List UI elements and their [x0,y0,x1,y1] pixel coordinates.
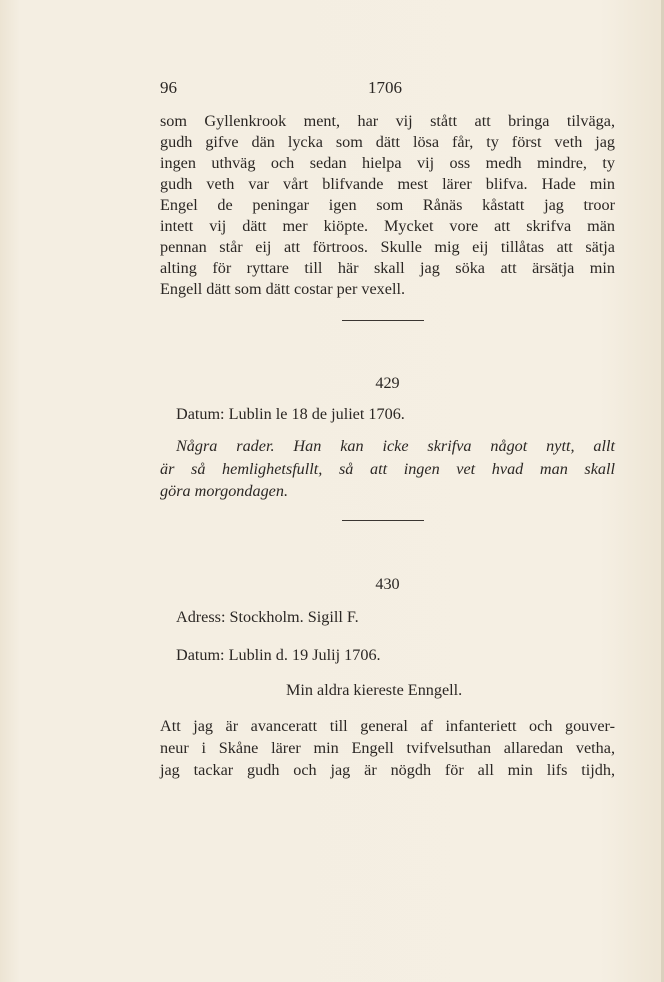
letter-number: 429 [375,374,400,392]
salutation: Min aldra kiereste Enngell. [286,681,463,699]
text-line: Engel de peningar igen som Rånäs kåstatt jag troor [160,196,615,214]
letter-datum: Datum: Lublin d. 19 Julij 1706. [176,646,381,664]
summary-line: är så hemlighetsfullt, så att ingen vet hvad man skall [160,460,615,478]
text-line: pennan står eij att förtroos. Skulle mig eij tillåtas att sätja [160,238,615,256]
text-line: ingen uthväg och sedan hielpa vij oss medh mindre, ty [160,154,615,172]
text-line: jag tackar gudh och jag är nögdh för all min lifs tijdh, [160,761,615,779]
letter-datum: Datum: Lublin le 18 de juliet 1706. [176,405,405,423]
text-line: Att jag är avanceratt till general af infanteriett och gouver- [160,717,615,735]
summary-line: göra morgondagen. [160,482,288,500]
summary-line: Några rader. Han kan icke skrifva något nytt, allt [176,437,615,455]
text-line: gudh gifve dän lycka som dätt lösa får, ty först veth jag [160,133,615,151]
letter-adress: Adress: Stockholm. Sigill F. [176,608,359,626]
section-divider [342,520,424,521]
text-line: som Gyllenkrook ment, har vij stått att bringa tilväga, [160,112,615,130]
section-divider [342,320,424,321]
running-head-year: 1706 [368,78,402,97]
letter-number: 430 [375,575,400,593]
text-line: neur i Skåne lärer min Engell tvifvelsuthan allaredan vetha, [160,739,615,757]
text-line: intett vij dätt mer kiöpte. Mycket vore att skrifva män [160,217,615,235]
text-line: alting för ryttare till här skall jag söka att ärsätja min [160,259,615,277]
page-number: 96 [160,78,177,97]
text-line: gudh veth var vårt blifvande mest lärer blifva. Hade min [160,175,615,193]
text-line: Engell dätt som dätt costar per vexell. [160,280,405,298]
